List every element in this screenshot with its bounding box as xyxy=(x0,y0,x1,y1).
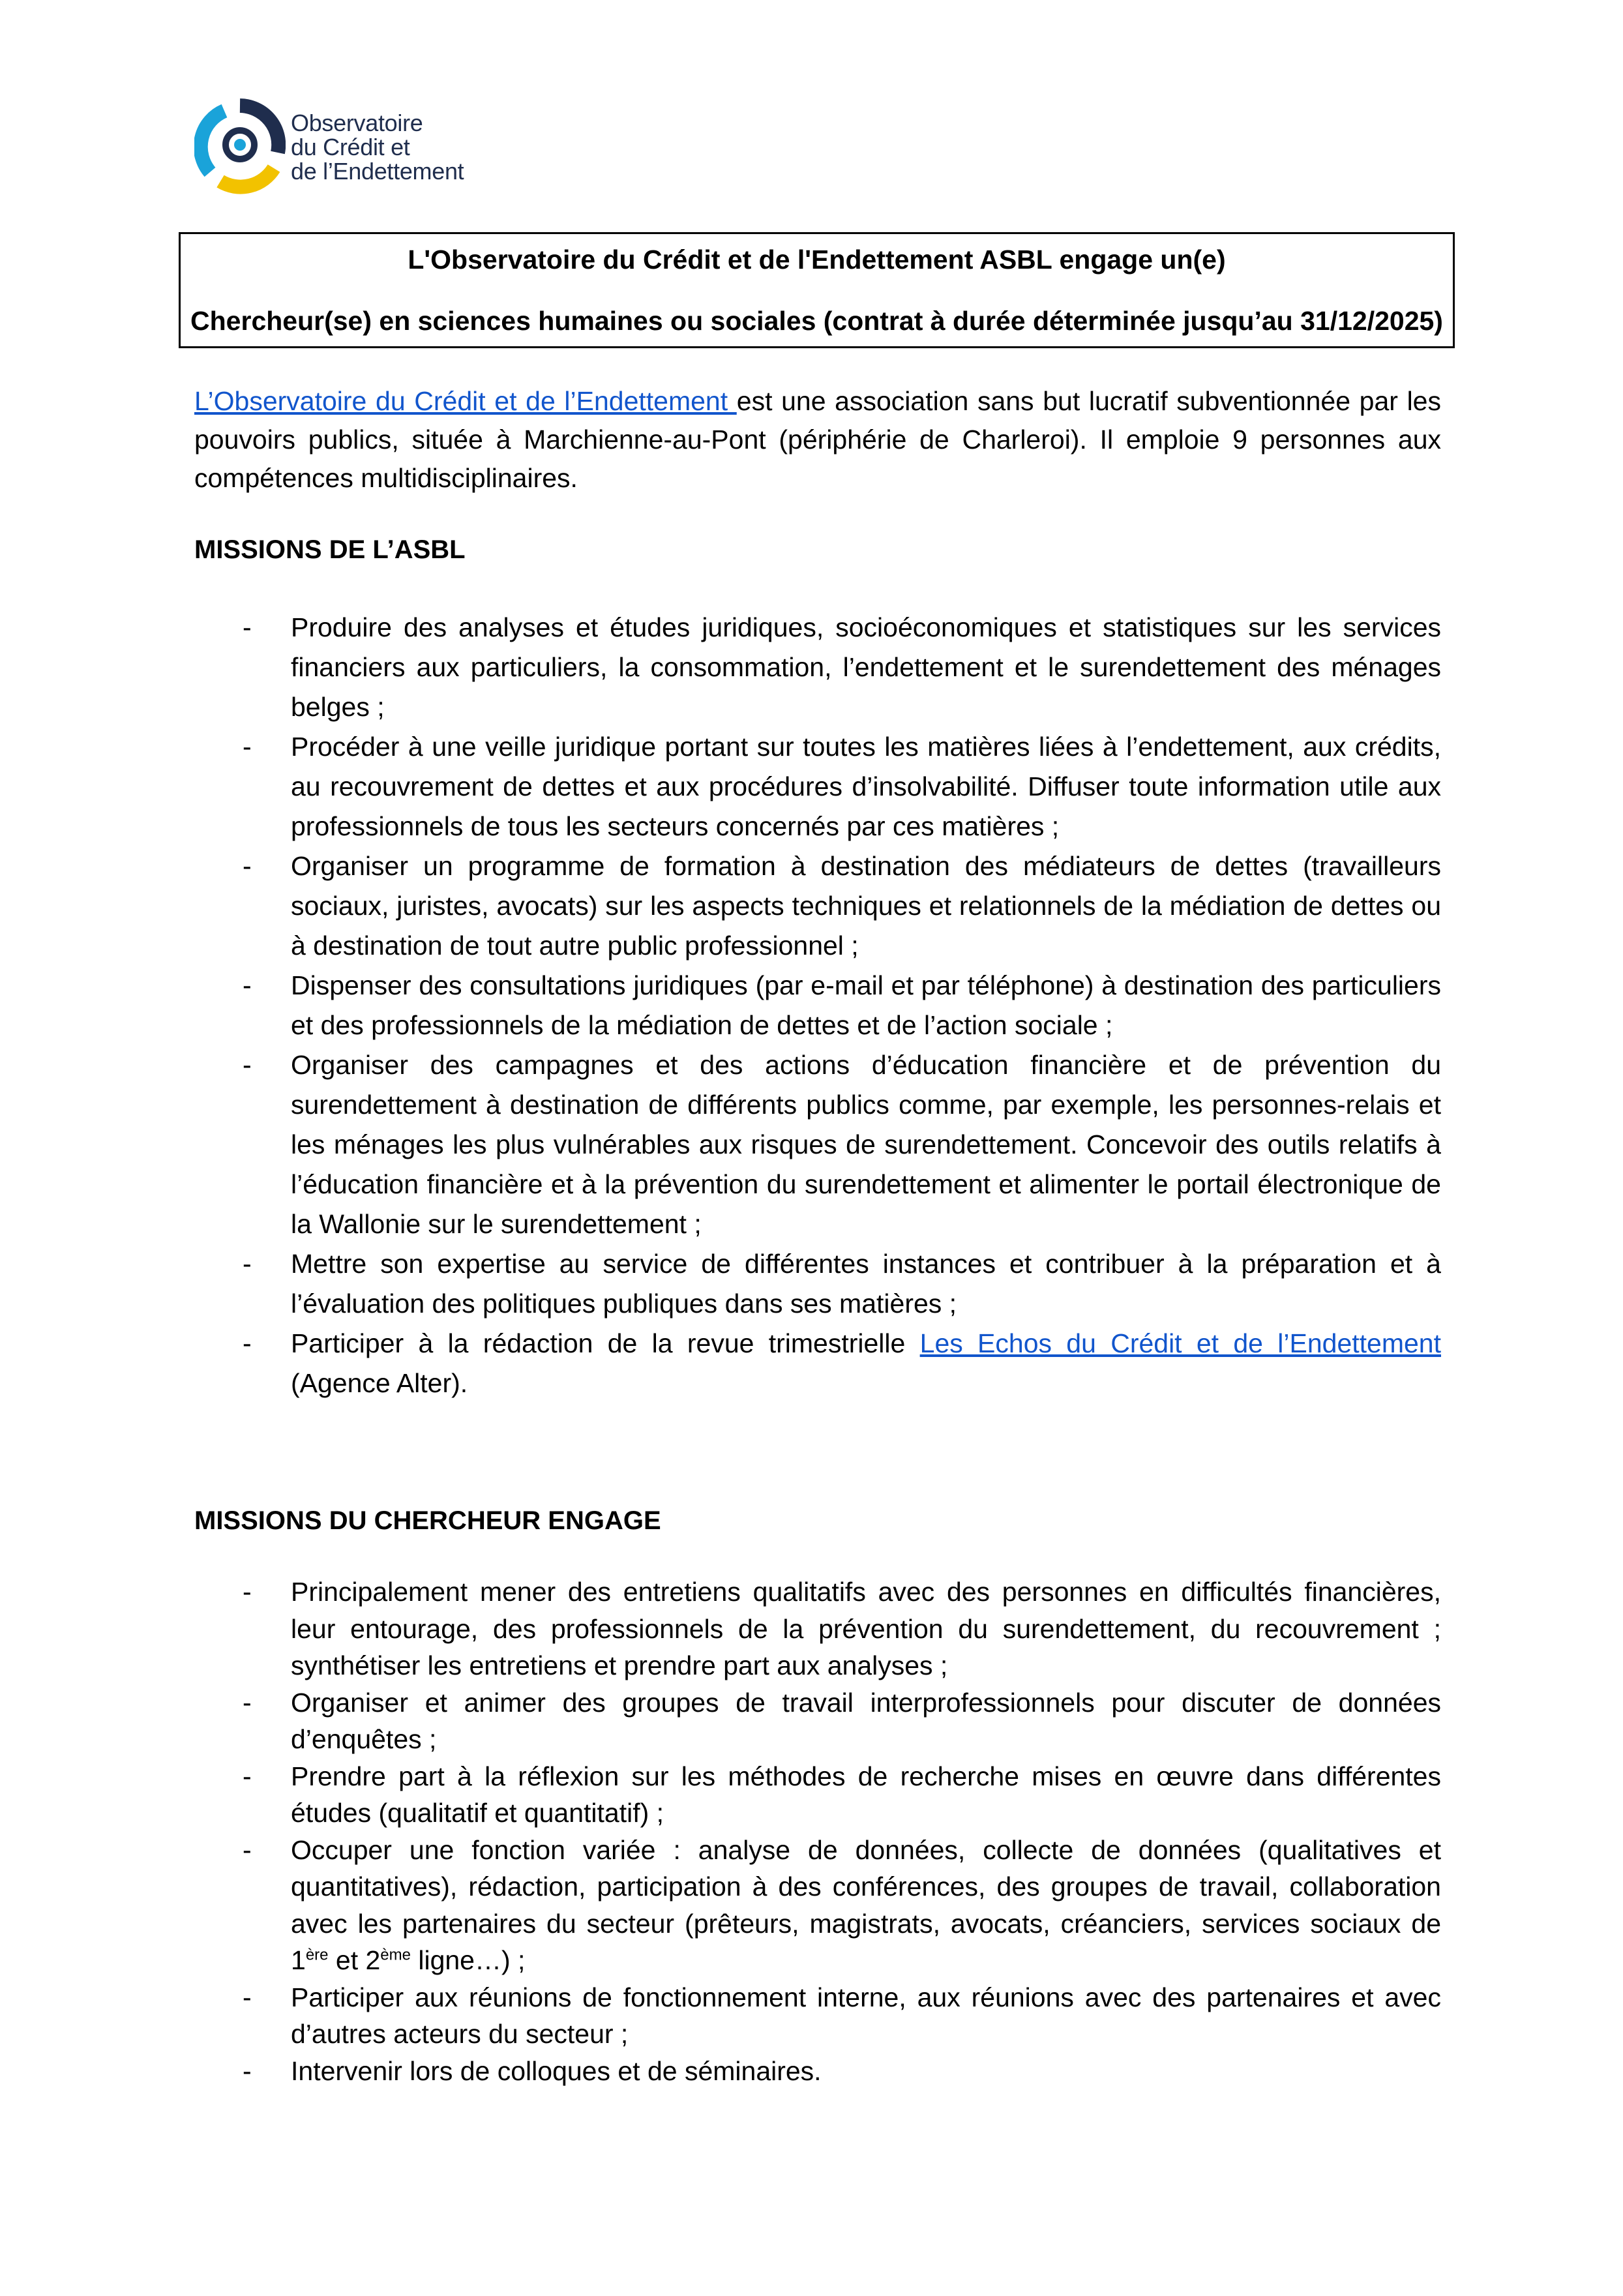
logo-mark-icon xyxy=(194,98,286,196)
researcher-missions-list xyxy=(243,1573,1441,2089)
list-item: - Mettre son expertise au service de différentes instances et contribuer à la préparation et à l’évaluation des politiques publiques dans ses matières ; xyxy=(243,1244,1441,1324)
dash-bullet: - xyxy=(243,2055,252,2086)
logo-line-3: de l’Endettement xyxy=(291,158,464,185)
section-heading-asbl: MISSIONS DE L’ASBL xyxy=(194,535,466,564)
dash-bullet: - xyxy=(243,1249,252,1279)
list-item: - Organiser un programme de formation à destination des médiateurs de dettes (travailleurs sociaux, juristes, avocats) sur les aspects techniques et relationnels de la médiation de dettes ou à destination de tout autre public professionnel ; xyxy=(243,846,1441,966)
list-item: - Intervenir lors de colloques et de séminaires. xyxy=(243,2053,1441,2090)
list-item: - Produire des analyses et études juridiques, socioéconomiques et statistiques sur les services financiers aux particuliers, la consommation, l’endettement et le surendettement des ménages belges ; xyxy=(243,608,1441,727)
logo-wordmark xyxy=(291,111,464,183)
logo-line-2: du Crédit et xyxy=(291,134,410,160)
dash-bullet: - xyxy=(243,612,252,642)
list-item: - Principalement mener des entretiens qualitatifs avec des personnes en difficultés financières, leur entourage, des professionnels de la prévention du surendettement, du recouvrement ; synthétiser les entretiens et prendre part aux analyses ; xyxy=(243,1573,1441,1684)
organization-link[interactable]: L’Observatoire du Crédit et de l’Endettement xyxy=(194,386,737,416)
title-line-1: L'Observatoire du Crédit et de l'Endettement ASBL engage un(e) xyxy=(408,245,1226,275)
list-item: - Organiser des campagnes et des actions d’éducation financière et de prévention du surendettement à destination de différents publics comme, par exemple, les personnes-relais et les ménages les plus vulnérables aux risques de surendettement. Concevoir des outils relatifs à l’éducation financière et à la prévention du surendettement et alimenter le portail électronique de la Wallonie sur le surendettement ; xyxy=(243,1045,1441,1244)
list-item: - Organiser et animer des groupes de travail interprofessionnels pour discuter de données d’enquêtes ; xyxy=(243,1684,1441,1758)
dash-bullet: - xyxy=(243,1761,252,1791)
list-item: - Participer aux réunions de fonctionnement interne, aux réunions avec des partenaires et avec d’autres acteurs du secteur ; xyxy=(243,1979,1441,2053)
logo-line-1: Observatoire xyxy=(291,110,423,136)
section-heading-researcher: MISSIONS DU CHERCHEUR ENGAGE xyxy=(194,1506,661,1535)
dash-bullet: - xyxy=(243,970,252,1000)
intro-text: est une association sans but lucratif subventionnée par les pouvoirs publics, située à Marchienne-au-Pont (périphérie de Charleroi). Il emploie 9 personnes aux compétences multidisciplinaires. xyxy=(194,386,1441,493)
dash-bullet: - xyxy=(243,732,252,762)
asbl-missions-list xyxy=(243,608,1441,1403)
echos-publication-link[interactable]: Les Echos du Crédit et de l’Endettement xyxy=(919,1328,1441,1358)
intro-paragraph xyxy=(194,382,1441,498)
dash-bullet: - xyxy=(243,1834,252,1865)
job-title-box xyxy=(179,232,1455,348)
dash-bullet: - xyxy=(243,1982,252,2012)
dash-bullet: - xyxy=(243,1328,252,1358)
list-item: - Procéder à une veille juridique portant sur toutes les matières liées à l’endettement, aux crédits, au recouvrement de dettes et aux procédures d’insolvabilité. Diffuser toute information utile aux professionnels de tous les secteurs concernés par ces matières ; xyxy=(243,727,1441,846)
dash-bullet: - xyxy=(243,1050,252,1080)
title-line-2: Chercheur(se) en sciences humaines ou sociales (contrat à durée déterminée jusqu’au 31/12/2025) xyxy=(190,306,1443,336)
list-item: - Participer à la rédaction de la revue trimestrielle Les Echos du Crédit et de l’Endettement (Agence Alter). xyxy=(243,1324,1441,1403)
list-item: - Prendre part à la réflexion sur les méthodes de recherche mises en œuvre dans différentes études (qualitatif et quantitatif) ; xyxy=(243,1758,1441,1832)
organization-logo xyxy=(194,98,494,196)
list-item: - Occuper une fonction variée : analyse de données, collecte de données (qualitatives et quantitatives), rédaction, participation à des conférences, des groupes de travail, collaboration avec les partenaires du secteur (prêteurs, magistrats, avocats, créanciers, services sociaux de 1ère et 2ème ligne…) ; xyxy=(243,1832,1441,1979)
dash-bullet: - xyxy=(243,1577,252,1607)
dash-bullet: - xyxy=(243,851,252,881)
dash-bullet: - xyxy=(243,1687,252,1718)
list-item: - Dispenser des consultations juridiques (par e-mail et par téléphone) à destination des particuliers et des professionnels de la médiation de dettes et de l’action sociale ; xyxy=(243,966,1441,1045)
